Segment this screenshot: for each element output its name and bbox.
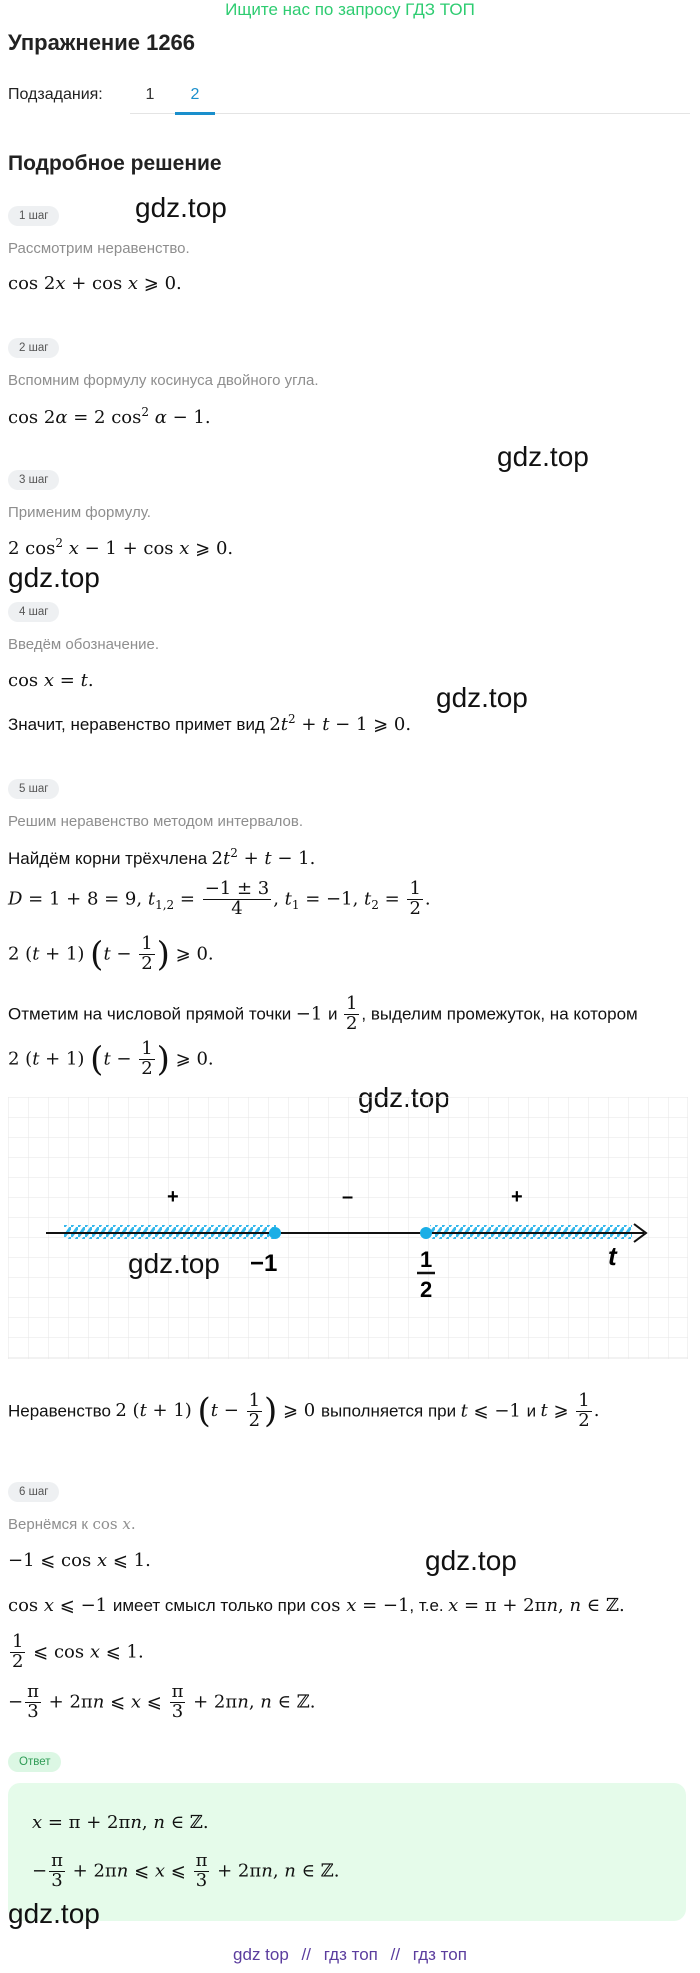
factored-inequality-repeat: 2 (t + 1) (t − $\frac{1}{2}$ ) ⩾ 0.: [8, 1038, 214, 1080]
footer-separator: //: [301, 1945, 311, 1964]
subtask-tab-2[interactable]: 2: [190, 86, 200, 103]
label-half-denominator: 2: [420, 1277, 433, 1302]
footer-link-2[interactable]: гдз топ: [323, 1945, 378, 1964]
step-3-badge: 3 шаг: [8, 470, 59, 490]
step-5-badge: 5 шаг: [8, 779, 59, 799]
point-minus-one: [269, 1227, 281, 1239]
promo-banner: Ищите нас по запросу ГДЗ ТОП: [225, 0, 475, 19]
subtask-tab-1[interactable]: 1: [145, 86, 155, 103]
footer-separator: //: [390, 1945, 401, 1964]
step-1-badge: 1 шаг: [8, 206, 59, 226]
step-5-hint: Решим неравенство методом интервалов.: [8, 813, 304, 830]
page-title: Упражнение 1266: [8, 30, 196, 55]
find-roots-text: Найдём корни трёхчлена: [8, 849, 208, 868]
sign-right: +: [511, 1186, 523, 1208]
step-4-formula: cos x = t.: [8, 670, 94, 691]
cos-meaning-line: cos x ⩽ −1 имеет смысл только при cos x = −1, т.е. x = π + 2πn, n ∈ ℤ.: [8, 1595, 625, 1616]
watermark: gdz.top: [8, 562, 100, 593]
watermark: gdz.top: [497, 441, 589, 472]
step-4-hint: Введём обозначение.: [8, 636, 160, 653]
step-4-badge: 4 шаг: [8, 602, 59, 622]
step-1-hint: Рассмотрим неравенство.: [8, 240, 190, 257]
step-2-hint: Вспомним формулу косинуса двойного угла.: [8, 372, 319, 389]
watermark: gdz.top: [436, 682, 528, 713]
cos-range: −1 ⩽ cos x ⩽ 1.: [8, 1550, 151, 1571]
answer-line-2: − $\frac{\pi}{3}$ + 2πn ⩽ x ⩽ $\frac{\pi}{3}$ + 2πn, n ∈ ℤ.: [32, 1850, 340, 1891]
point-one-half: [420, 1227, 432, 1239]
find-roots-line: Найдём корни трёхчлена $2t^2 + t - 1$.: [8, 846, 316, 869]
answer-line-1: x = π + 2πn, n ∈ ℤ.: [32, 1812, 209, 1833]
watermark: gdz.top: [425, 1545, 517, 1576]
footer-link-1[interactable]: gdz top: [233, 1945, 289, 1964]
section-title: Подробное решение: [8, 152, 222, 175]
half-cos-range: $\frac{1}{2}$ ⩽ cos x ⩽ 1.: [12, 1631, 144, 1672]
step-2-formula: cos 2α = 2 $\cos^2 \alpha - 1$.: [8, 405, 211, 428]
watermark: gdz.top: [128, 1248, 220, 1279]
ineq-view-text: Значит, неравенство примет вид: [8, 715, 265, 734]
step-2-badge: 2 шаг: [8, 338, 59, 358]
step-6-badge: 6 шаг: [8, 1482, 59, 1502]
subtasks-label: Подзадания:: [8, 86, 103, 103]
active-tab-indicator: [175, 112, 215, 115]
x-range-solution: − $\frac{\pi}{3}$ + 2πn ⩽ x ⩽ $\frac{\pi}{3}$ + 2πn, n ∈ ℤ.: [8, 1681, 316, 1722]
step-1-formula: cos 2x + cos x ⩾ 0.: [8, 273, 182, 294]
axis-label-t: t: [608, 1241, 617, 1271]
factored-inequality: 2 (t + 1) (t − $\frac{1}{2}$ ) ⩾ 0.: [8, 933, 214, 975]
sign-middle: –: [342, 1186, 354, 1208]
step-6-hint-line: Вернёмся к cos x.: [8, 1515, 136, 1533]
answer-badge: Ответ: [8, 1752, 61, 1772]
holds-line: Неравенство 2 (t + 1) (t − $\frac{1}{2}$ ) ⩾ 0 выполняется при t ⩽ −1 и t ⩾ $\frac{1}{2}$ .: [8, 1390, 600, 1432]
mark-points-line: Отметим на числовой прямой точки −1 и $\frac{1}{2}$ , выделим промежуток, на котором: [8, 993, 638, 1034]
step-3-hint: Применим формулу.: [8, 504, 151, 521]
label-minus-one: −1: [250, 1250, 278, 1277]
watermark: gdz.top: [135, 192, 227, 223]
number-line-figure: [8, 1097, 688, 1359]
label-half-numerator: 1: [420, 1247, 433, 1272]
footer-links: [0, 1945, 700, 1965]
footer-link-3[interactable]: гдз топ: [412, 1945, 467, 1964]
step-4-conclusion: Значит, неравенство примет вид $2t^2 + t - 1$ ⩾ 0.: [8, 712, 412, 735]
discriminant-formula: D = 1 + 8 = 9, $t_{1,2}$ = $\frac{-1 \pm 3}{4}$ , $t_1 = -1$, $t_2$ = $\frac{1}{2}$ .: [8, 878, 431, 919]
step-3-formula: 2 $\cos^2 x - 1 + \cos x$ ⩾ 0.: [8, 536, 234, 559]
watermark: gdz.top: [8, 1898, 100, 1929]
sign-left: +: [167, 1186, 179, 1208]
